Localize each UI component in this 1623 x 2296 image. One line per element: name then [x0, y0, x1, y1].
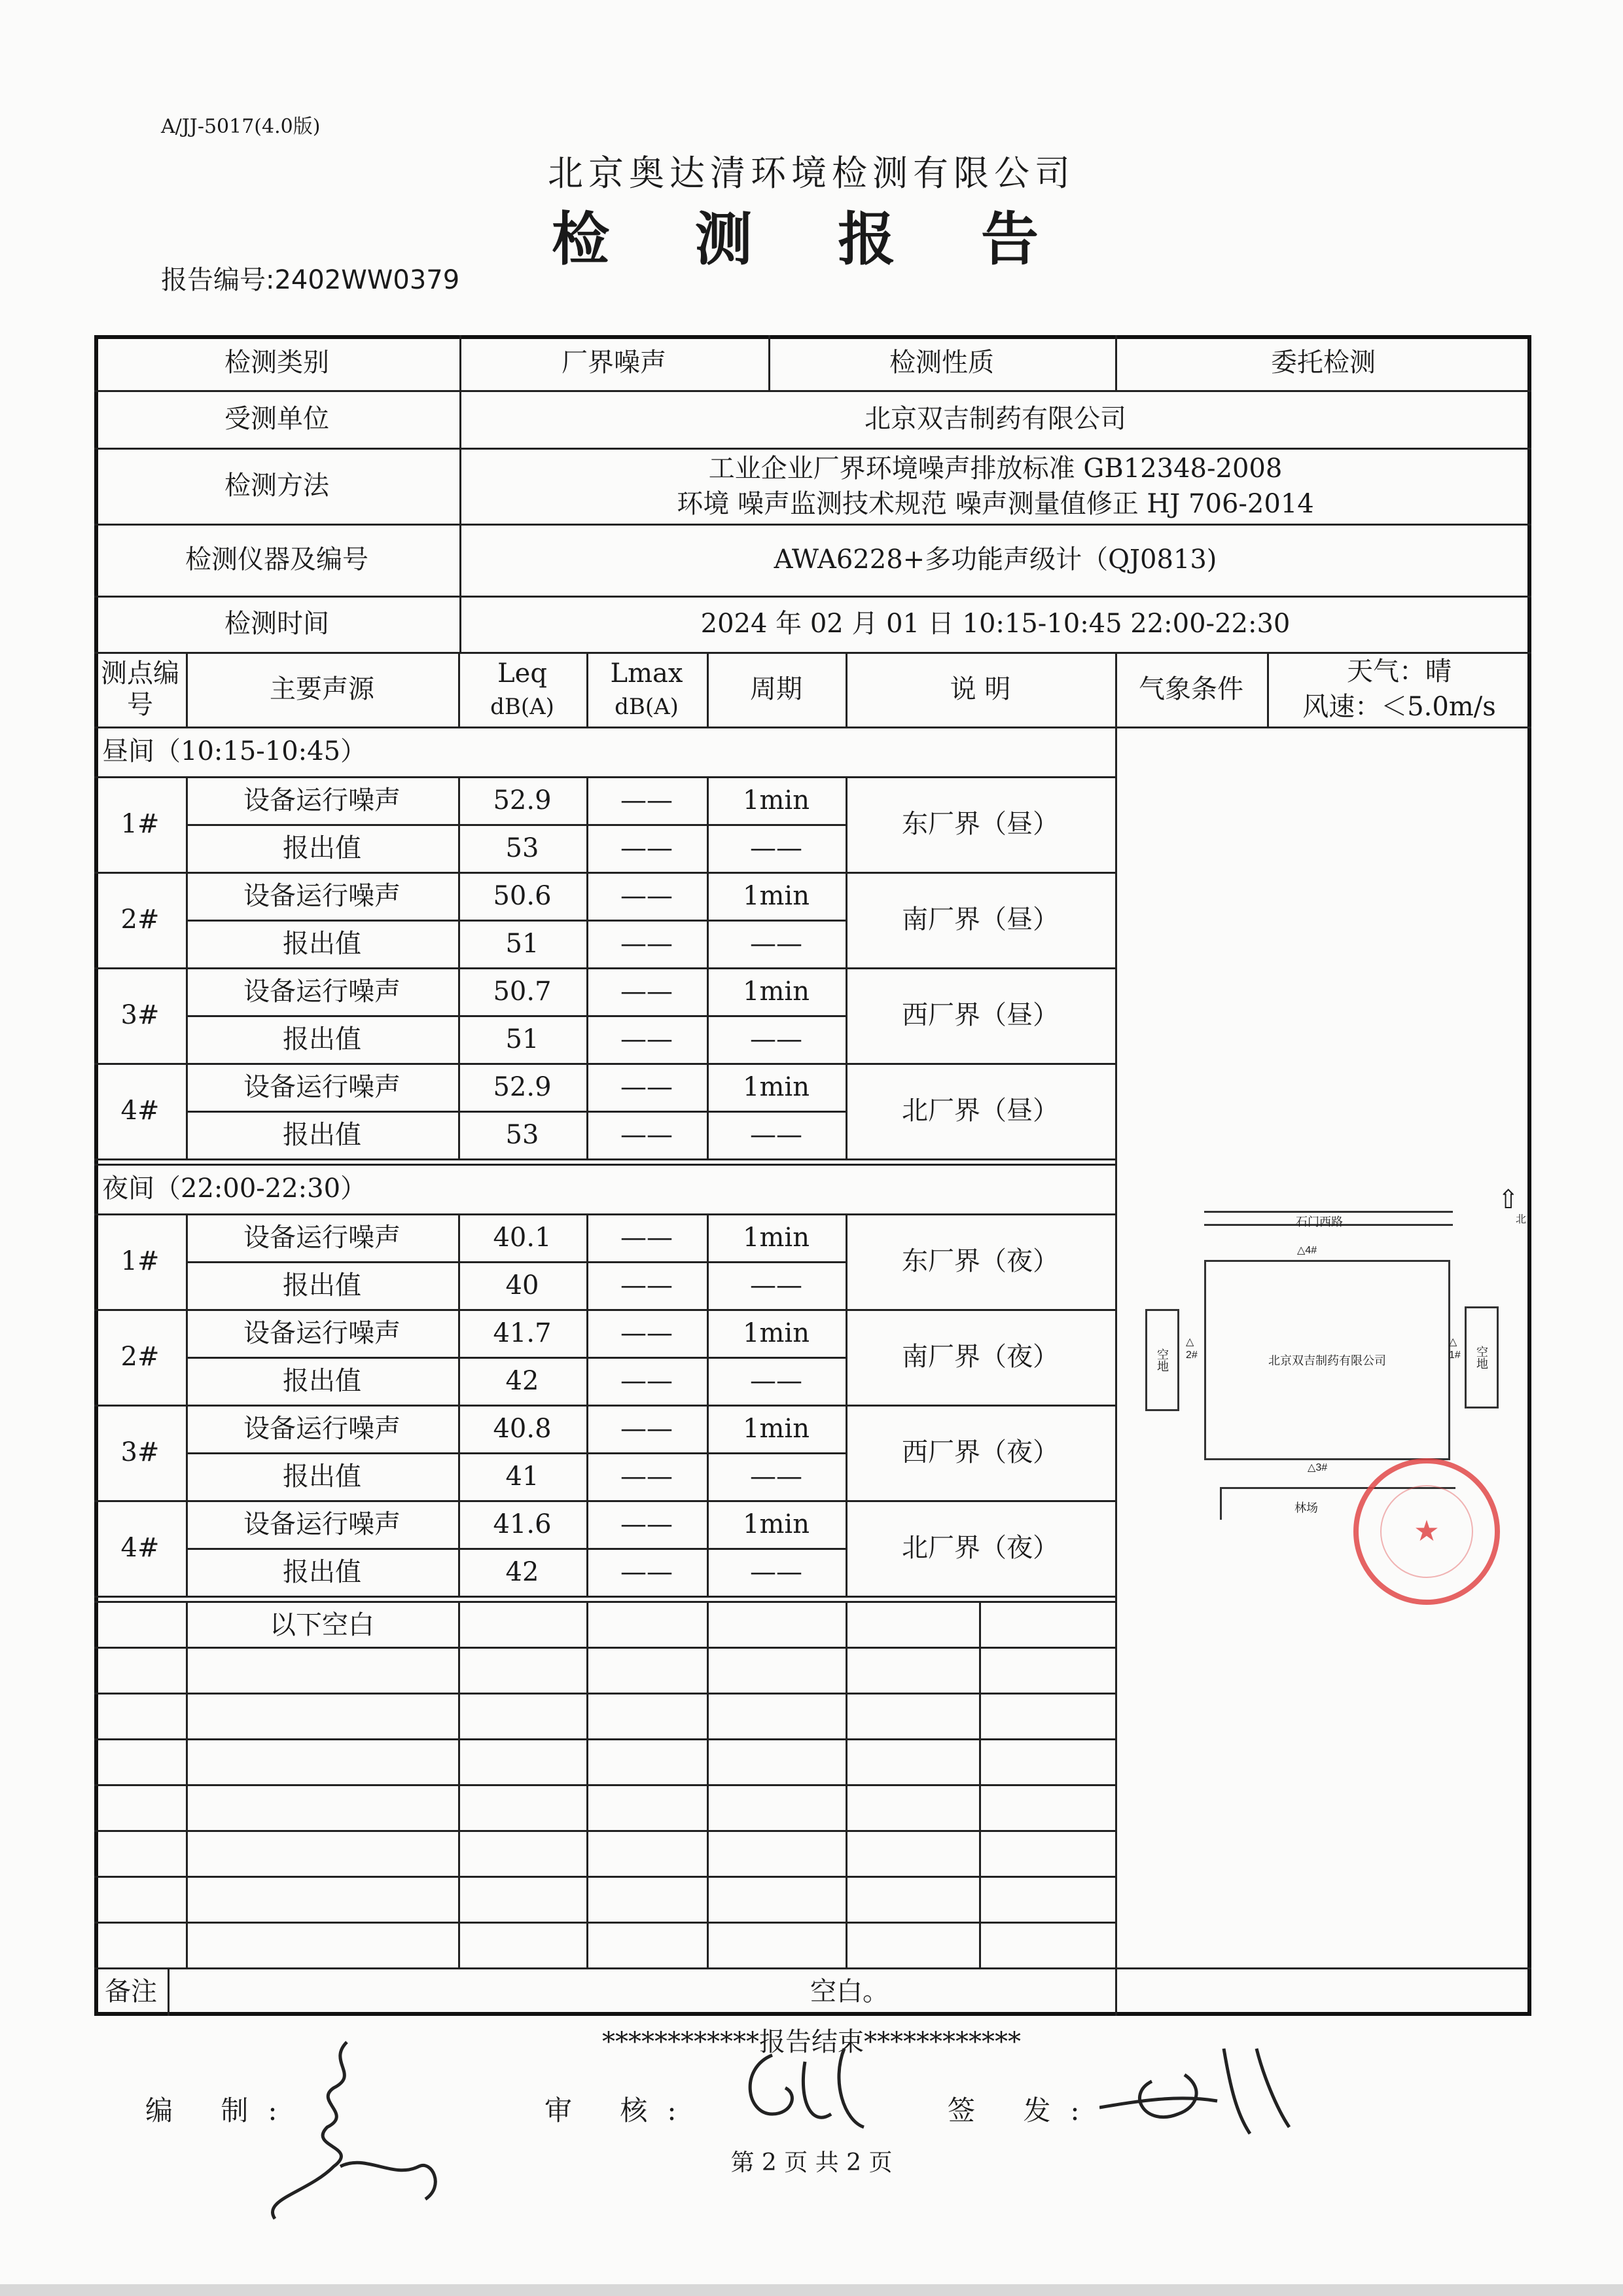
- boundary-note: 北厂界（昼）: [902, 1096, 1059, 1126]
- leq-measured: 52.9: [493, 785, 552, 816]
- col-lmax-unit: dB(A): [615, 694, 679, 721]
- col-lmax: [586, 652, 707, 726]
- leq-measured: 50.7: [493, 976, 552, 1007]
- leq-measured: 52.9: [493, 1071, 552, 1102]
- col-point: 测点编号: [101, 658, 179, 720]
- leq-reported: 42: [505, 1365, 539, 1396]
- lmax-dash: ——: [620, 1222, 673, 1253]
- day-section-header: 昼间（10:15-10:45）: [102, 736, 367, 766]
- source-running: 设备运行噪声: [243, 1071, 401, 1102]
- map-north-label: 北: [1516, 1214, 1527, 1225]
- map-empty-land-west: 空地: [1145, 1309, 1179, 1411]
- signature-reviewed-scribble: [733, 2042, 890, 2147]
- lmax-dash: ——: [620, 1556, 673, 1587]
- boundary-note: 西厂界（夜）: [902, 1437, 1059, 1467]
- rule: [94, 1876, 1115, 1878]
- map-point-3: △3#: [1308, 1462, 1328, 1473]
- map-point-3-label: 3#: [1315, 1462, 1328, 1473]
- map-forest-label: 林场: [1294, 1501, 1318, 1515]
- company-name: 北京奥达清环境检测有限公司: [548, 152, 1075, 194]
- map-point-4: △4#: [1297, 1245, 1317, 1256]
- source-reported: 报出值: [283, 1556, 361, 1587]
- rule: [94, 1596, 1115, 1598]
- rule: [94, 1830, 1115, 1832]
- leq-reported: 53: [505, 833, 539, 863]
- rule: [586, 1601, 588, 1967]
- boundary-note: 东厂界（夜）: [902, 1246, 1059, 1276]
- boundary-note: 西厂界（昼）: [902, 1000, 1059, 1030]
- map-point-2-label: 2#: [1186, 1350, 1198, 1361]
- period: 1min: [743, 785, 810, 816]
- form-number: A/JJ-5017(4.0版): [161, 115, 321, 138]
- report-number-value: 2402WW0379: [274, 265, 460, 295]
- period-dash: ——: [750, 833, 802, 863]
- lmax-dash: ——: [620, 1071, 673, 1102]
- source-running: 设备运行噪声: [243, 1509, 401, 1539]
- point-id: 2#: [120, 1342, 160, 1372]
- rule: [94, 1922, 1115, 1924]
- rule: [1115, 652, 1117, 2016]
- period-dash: ——: [750, 1461, 802, 1492]
- lmax-dash: ——: [620, 928, 673, 959]
- period: 1min: [743, 1222, 810, 1253]
- point-id: 3#: [120, 1000, 160, 1030]
- signature-compiled-scribble: [249, 2036, 458, 2232]
- signature-reviewed: 审 核:: [544, 2094, 696, 2126]
- leq-measured: 41.7: [493, 1318, 552, 1348]
- rule: [186, 1601, 188, 1967]
- col-weather-label: 气象条件: [1139, 674, 1243, 704]
- rule: [979, 1601, 981, 1967]
- rule: [94, 1164, 1115, 1166]
- lmax-dash: ——: [620, 785, 673, 816]
- time-label: 检测时间: [224, 609, 329, 639]
- period-dash: ——: [750, 928, 802, 959]
- point-id: 4#: [120, 1096, 160, 1126]
- source-reported: 报出值: [283, 1024, 361, 1054]
- source-running: 设备运行噪声: [243, 1413, 401, 1444]
- leq-reported: 42: [505, 1556, 539, 1587]
- period: 1min: [743, 880, 810, 911]
- source-running: 设备运行噪声: [243, 785, 401, 816]
- nature-label: 检测性质: [889, 348, 994, 378]
- rule: [458, 1601, 460, 1967]
- boundary-note: 北厂界（夜）: [902, 1533, 1059, 1563]
- period: 1min: [743, 976, 810, 1007]
- client-value: 北京双吉制药有限公司: [865, 404, 1126, 434]
- leq-reported: 51: [505, 1024, 539, 1054]
- company-seal-icon: [1348, 1453, 1505, 1610]
- source-running: 设备运行噪声: [243, 976, 401, 1007]
- col-leq: [458, 652, 586, 726]
- scan-edge: [0, 2284, 1623, 2296]
- source-reported: 报出值: [283, 1461, 361, 1492]
- rule: [846, 1601, 847, 1967]
- map-point-1-label: 1#: [1449, 1350, 1461, 1361]
- leq-reported: 51: [505, 928, 539, 959]
- leq-reported: 40: [505, 1270, 539, 1300]
- source-reported: 报出值: [283, 1270, 361, 1300]
- category-label: 检测类别: [224, 348, 329, 378]
- signature-issued: 签 发:: [948, 2094, 1099, 2126]
- lmax-dash: ——: [620, 1461, 673, 1492]
- source-running: 设备运行噪声: [243, 1318, 401, 1348]
- point-id: 3#: [120, 1437, 160, 1467]
- leq-reported: 41: [505, 1461, 539, 1492]
- col-note: 说 明: [950, 674, 1011, 704]
- map-point-4-label: 4#: [1305, 1245, 1317, 1256]
- leq-measured: 50.6: [493, 880, 552, 911]
- map-empty-land-east: 空地: [1465, 1306, 1499, 1408]
- period: 1min: [743, 1318, 810, 1348]
- period: 1min: [743, 1413, 810, 1444]
- rule: [94, 1693, 1115, 1695]
- lmax-dash: ——: [620, 1024, 673, 1054]
- map-site: 北京双吉制药有限公司: [1204, 1260, 1450, 1460]
- boundary-note: 南厂界（夜）: [902, 1342, 1059, 1372]
- leq-reported: 53: [505, 1119, 539, 1150]
- boundary-note: 南厂界（昼）: [902, 905, 1059, 935]
- lmax-dash: ——: [620, 880, 673, 911]
- page-indicator: 第 2 页 共 2 页: [730, 2149, 893, 2176]
- lmax-dash: ——: [620, 1119, 673, 1150]
- map-point-1: △: [1449, 1336, 1457, 1348]
- period-dash: ——: [750, 1365, 802, 1396]
- report-title: 检 测 报 告: [552, 206, 1071, 273]
- nature-value: 委托检测: [1271, 348, 1376, 378]
- method-line-1: 工业企业厂界环境噪声排放标准 GB12348-2008: [708, 454, 1283, 484]
- lmax-dash: ——: [620, 1270, 673, 1300]
- lmax-dash: ——: [620, 1413, 673, 1444]
- leq-measured: 40.8: [493, 1413, 552, 1444]
- point-id: 2#: [120, 905, 160, 935]
- period-dash: ——: [750, 1270, 802, 1300]
- rule: [94, 1738, 1115, 1740]
- remarks-value: 空白。: [810, 1977, 889, 2007]
- rule: [94, 1784, 1115, 1786]
- remarks-label: 备注: [105, 1977, 157, 2007]
- map-forest-line: [1220, 1487, 1222, 1520]
- leq-measured: 40.1: [493, 1222, 552, 1253]
- report-end-line: ************报告结束************: [602, 2027, 1021, 2057]
- lmax-dash: ——: [620, 1365, 673, 1396]
- weather: 天气：晴: [1347, 656, 1452, 687]
- period: 1min: [743, 1071, 810, 1102]
- signature-compiled: 编 制:: [145, 2094, 297, 2126]
- leq-measured: 41.6: [493, 1509, 552, 1539]
- map-point-3w: △: [1186, 1336, 1194, 1348]
- col-lmax-label: Lmax: [610, 658, 683, 689]
- col-weather: [1267, 652, 1531, 726]
- north-arrow-icon: ⇧: [1497, 1185, 1520, 1215]
- point-id: 1#: [120, 1246, 160, 1276]
- svg-text:★: ★: [1414, 1515, 1440, 1548]
- lmax-dash: ——: [620, 833, 673, 863]
- col-period: 周期: [750, 674, 802, 704]
- wind: 风速：＜5.0m/s: [1302, 692, 1496, 722]
- source-running: 设备运行噪声: [243, 880, 401, 911]
- report-number-label: 报告编号:: [161, 265, 275, 295]
- instrument-label: 检测仪器及编号: [185, 545, 368, 575]
- source-reported: 报出值: [283, 833, 361, 863]
- method-line-2: 环境 噪声监测技术规范 噪声测量值修正 HJ 706-2014: [677, 489, 1314, 519]
- lmax-dash: ——: [620, 1509, 673, 1539]
- boundary-note: 东厂界（昼）: [902, 809, 1059, 839]
- category-value: 厂界噪声: [562, 348, 666, 378]
- report-number: [161, 259, 459, 296]
- col-leq-unit: dB(A): [490, 694, 554, 721]
- source-reported: 报出值: [283, 1119, 361, 1150]
- rule: [707, 1601, 709, 1967]
- map-road-label: 石门西路: [1296, 1215, 1343, 1229]
- period-dash: ——: [750, 1556, 802, 1587]
- rule: [94, 1158, 1115, 1160]
- lmax-dash: ——: [620, 1318, 673, 1348]
- signature-issued-scribble: [1099, 2036, 1296, 2140]
- blank-after-label: 以下空白: [270, 1610, 374, 1640]
- source-reported: 报出值: [283, 928, 361, 959]
- client-label: 受测单位: [224, 404, 329, 434]
- time-value: 2024 年 02 月 01 日 10:15-10:45 22:00-22:30: [700, 609, 1291, 639]
- source-running: 设备运行噪声: [243, 1222, 401, 1253]
- point-id: 4#: [120, 1533, 160, 1563]
- period-dash: ——: [750, 1024, 802, 1054]
- instrument-value: AWA6228+多功能声级计（QJ0813): [774, 545, 1217, 575]
- period-dash: ——: [750, 1119, 802, 1150]
- period: 1min: [743, 1509, 810, 1539]
- col-leq-label: Leq: [497, 658, 547, 689]
- point-id: 1#: [120, 809, 160, 839]
- source-reported: 报出值: [283, 1365, 361, 1396]
- night-section-header: 夜间（22:00-22:30）: [102, 1174, 367, 1204]
- method-label: 检测方法: [224, 471, 329, 501]
- col-source: 主要声源: [270, 674, 374, 704]
- lmax-dash: ——: [620, 976, 673, 1007]
